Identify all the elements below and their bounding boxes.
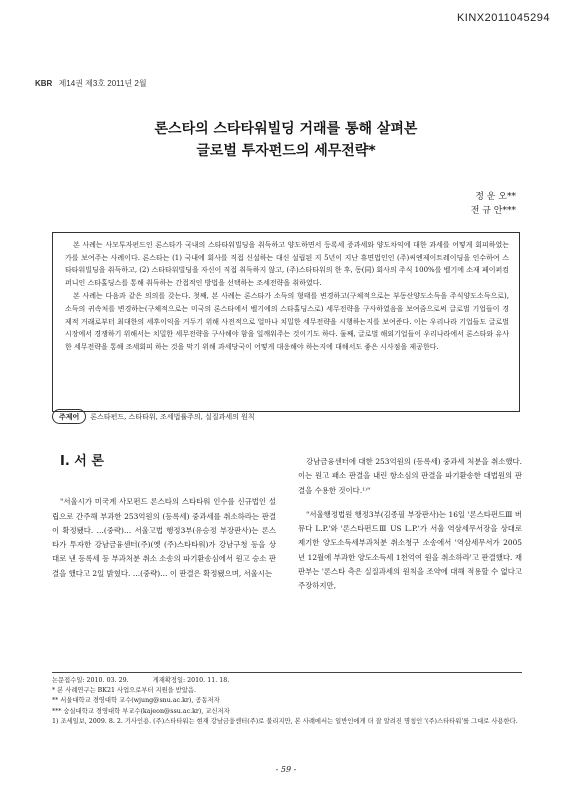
- footnotes: [52, 672, 522, 727]
- abstract-paragraph-1: 본 사례는 사모투자펀드인 론스타가 국내의 스타타워빌딩을 취득하고 양도하면서 등록세 증과세와 양도차익에 대한 과세를 어떻게 회피하였는가를 보여주는 사례이다. 론스타는 (1) 국내에 회사를 직접 신설하는 대신 설립된 지 5년이 지난 휴면법인인 (주)씨엔제이트레이딩을 인수하여 스타타워빌딩을 취득하고, (2) 스타타워빌딩을 자신이 직접 취득하지 않고, (주)스타타워의 한 후, 동(同) 회사의 주식 100%를 벨기에 소재 페이퍼컴퍼니인 스타홀딩스를 통해 취득하는 간접적인 방법을 선택하는 조세전략을 취하였다.: [65, 241, 509, 287]
- body-paragraph: 강남금융센터에 대한 253억원의 (등록세) 중과세 처분을 취소했다. 이는 원고 패소 판결을 내린 항소심의 판결을 파기환송한 대법원의 판결을 수용한 것이다.¹⁾": [298, 457, 522, 495]
- keywords-label: 주제어: [52, 409, 86, 424]
- page-number: - 59 -: [275, 765, 297, 774]
- abstract-paragraph-2: 본 사례는 다음과 같은 의의를 갖는다. 첫째, 본 사례는 론스타가 소득의 형태를 변경하고(구체적으로는 부동산양도소득을 주식양도소득으로), 소득의 귀속처를 변경하는(구체적으로는 미국의 론스타에서 벨기에의 스타홀딩스로) 세무전략을 구사하였음을 보여줌으로써 글로벌 기업들이 경제적 거래로부터 최대한의 세후이익을 거두기 위해 사전적으로 얼마나 치밀한 세무전략을 시행하는지를 보여준다. 이는 우리나라 기업들도 글로벌 시장에서 경쟁하기 위해서는 치밀한 세무전략을 구사해야 함을 일깨워주는 것이기도 하다. 둘째, 글로벌 해외기업들이 우리나라에서 론스타와 유사한 세무전략을 통해 조세회피 하는 것을 막기 위해 과세당국이 어떻게 대응해야 하는지에 대해서도 좋은 시사점을 제공한다.: [65, 292, 509, 351]
- section-heading-introduction: Ⅰ. 서 론: [60, 454, 104, 469]
- body-column-right: [298, 455, 522, 604]
- journal-header: [35, 78, 147, 89]
- title-line-2: 글로벌 투자펀드의 세무전략*: [196, 143, 376, 159]
- body-column-left: [52, 455, 276, 591]
- title-line-1: 론스타의 스타타워빌딩 거래를 통해 살펴본: [154, 121, 418, 137]
- journal-abbr: KBR: [35, 79, 53, 88]
- body-paragraph: "서울시가 미국계 사모펀드 론스타의 스타타워 인수를 신규법인 설립으로 간주해 부과한 253억원의 (등록세) 중과세를 취소하라는 판결이 확정됐다. …(중략)… 서울고법 행정3부(유승정 부장판사)는 론스타가 투자한 강남금융센터(주)(옛 (주)스타타워)가 강남구청 등을 상대로 낸 등록세 등 부과처분 취소 소송의 파기환송심에서 원고 승소 판결을 했다고 2일 밝혔다. …(중략)… 이 판결은 확정됐으며, 서울시는: [52, 497, 276, 578]
- author-list: [471, 190, 516, 218]
- author-1: 정 운 오**: [475, 192, 516, 202]
- abstract: [52, 232, 520, 412]
- journal-issue: 제14권 제3호 2011년 2월: [58, 79, 147, 88]
- body-paragraph: "서울행정법원 행정3부(김종필 부장판사)는 16일 '론스타펀드Ⅲ 버뮤다 L.P.'와 '론스타펀드Ⅲ US L.P.'가 서울 역삼세무서장을 상대로 제기한 양도소득세부과처분 취소청구 소송에서 '역삼세무서가 2005년 12월에 부과한 양도소득세 1천억여 원을 취소하라'고 판결했다. 재판부는 '론스타 측은 실질과세의 원칙을 조약에 대해 적용할 수 없다고 주장하지만,: [298, 509, 522, 591]
- author-2: 전 규 안***: [470, 206, 516, 216]
- received-date: 논문접수일: 2010. 03. 29.: [52, 677, 129, 684]
- paper-title: [0, 118, 572, 162]
- footnote: 1) 조세일보, 2009. 8. 2. 기사인용. (주)스타타워는 현재 강남금융센터(주)로 불리지만, 본 사례에서는 일반인에게 더 잘 알려진 명칭인 '(주)스타타워'를 그대로 사용한다.: [52, 717, 518, 725]
- keywords-text: 론스타펀드, 스타타워, 조세법률주의, 실질과세의 원칙: [90, 413, 255, 421]
- submission-dates: [52, 676, 522, 686]
- document-id: KINX2011045294: [456, 12, 550, 24]
- footnote: ** 서울대학교 경영대학 교수(wjung@snu.ac.kr), 공동저자: [52, 697, 220, 705]
- footnote: *** 숭실대학교 경영대학 부교수(kajeon@ssu.ac.kr), 교신저자: [52, 707, 230, 715]
- accepted-date: 게재확정일: 2010. 11. 18.: [152, 677, 230, 684]
- footnote: * 본 사례연구는 BK21 사업으로부터 지원을 받았음.: [52, 687, 196, 695]
- keywords: [52, 410, 520, 422]
